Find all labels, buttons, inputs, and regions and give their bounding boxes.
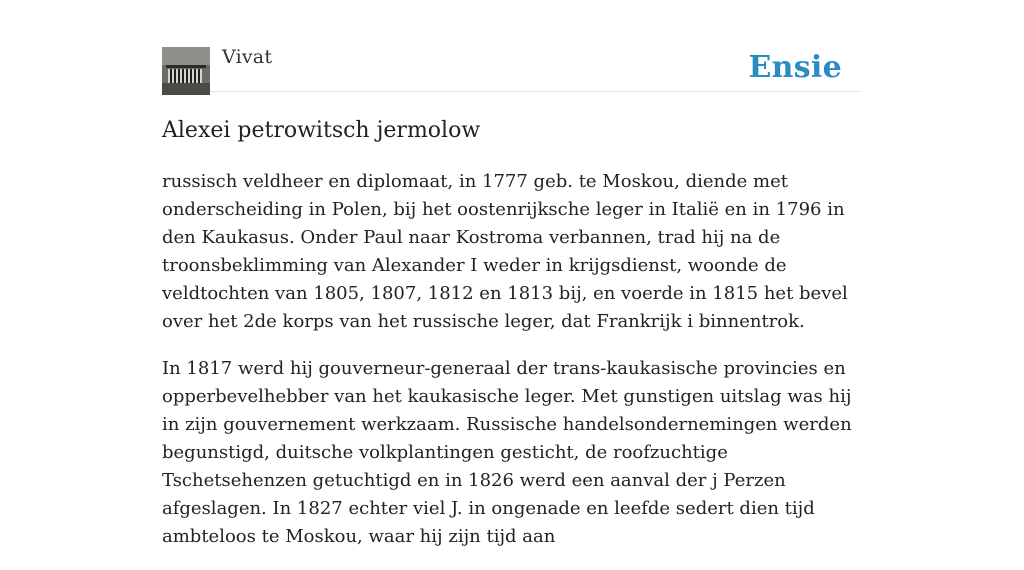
- entry-title: Alexei petrowitsch jermolow: [162, 118, 481, 143]
- entry-paragraph: russisch veldheer en diplomaat, in 1777 geb. te Moskou, diende met onderscheiding in Polen, bij het oostenrijksche leger in Italië en in 1796 in den Kaukasus. Onder Paul naar Kostroma verbannen, trad hij na de troonsbeklimming van Alexander I weder in krijgsdienst, woonde de veldtochten van 1805, 1807, 1812 en 1813 bij, en voerde in 1815 het bevel over het 2de korps van het russische leger, dat Frankrijk i binnentrok.: [162, 171, 848, 332]
- brand-logo-link[interactable]: Ensie: [748, 50, 842, 85]
- header: [162, 0, 862, 92]
- author-avatar[interactable]: [162, 47, 210, 95]
- entry-paragraph: In 1817 werd hij gouverneur-generaal der trans-kaukasische provincies en opperbevelhebber van het kaukasische leger. Met gunstigen uitslag was hij in zijn gouvernement werkzaam. Russische handelsondernemingen werden begunstigd, duitsche volkplantingen gesticht, de roofzuchtige Tschetsehenzen getuchtigd en in 1826 werd een aanval der j Perzen afgeslagen. In 1827 echter viel J. in ongenade en leefde sedert dien tijd ambteloos te Moskou, waar hij zijn tijd aan: [162, 358, 852, 547]
- content-column: [162, 0, 862, 547]
- avatar-image-icon: [162, 47, 210, 95]
- author-name[interactable]: Vivat: [222, 46, 273, 68]
- entry-body: [162, 168, 862, 570]
